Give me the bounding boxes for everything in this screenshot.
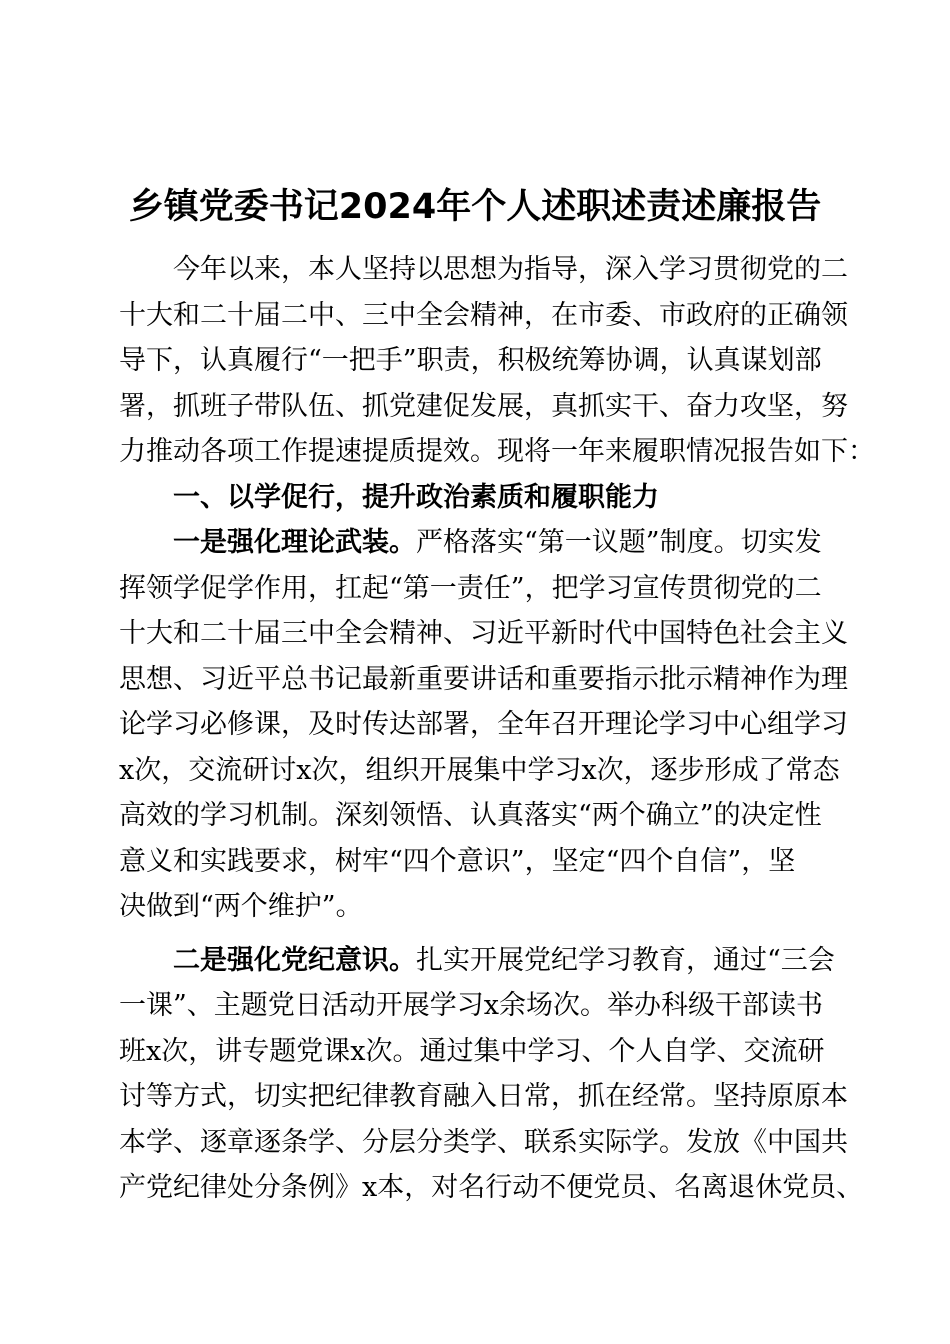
item1-line: 决做到“两个维护”。 (119, 891, 363, 922)
document-title: 乡镇党委书记2024年个人述职述责述廉报告 (128, 187, 822, 227)
item1-paragraph (119, 520, 848, 930)
item1-first-line (119, 520, 831, 566)
item2-lead: 二是强化党纪意识。 (173, 944, 416, 976)
intro-line: 署，抓班子带队伍、抓党建促发展，真抓实干、奋力攻坚，努 (119, 390, 848, 422)
item1-line: 高效的学习机制。深刻领悟、认真落实“两个确立”的决定性 (119, 800, 822, 831)
intro-paragraph (119, 247, 875, 475)
document-body (119, 247, 875, 1211)
paragraph-gap (119, 930, 831, 938)
item2-paragraph (119, 938, 864, 1211)
item2-line: 一课”、主题党日活动开展学习x余场次。举办科级干部读书 (119, 990, 824, 1021)
intro-line: 导下，认真履行“一把手”职责，积极统筹协调，认真谋划部 (119, 345, 822, 376)
item2-line: 产党纪律处分条例》x本，对名行动不便党员、名离退休党员、 (119, 1172, 864, 1203)
item2-line: 本学、逐章逐条学、分层分类学、联系实际学。发放《中国共 (119, 1126, 848, 1158)
item1-first-line-rest: 严格落实“第一议题”制度。切实发 (416, 527, 822, 558)
item1-line: 论学习必修课，及时传达部署，全年召开理论学习中心组学习 (119, 709, 848, 740)
item2-first-line-rest: 扎实开展党纪学习教育，通过“三会 (416, 944, 835, 976)
item2-first-line (119, 938, 835, 984)
intro-line: 十大和二十届二中、三中全会精神，在市委、市政府的正确领 (119, 299, 848, 331)
item2-line: 班x次，讲专题党课x次。通过集中学习、个人自学、交流研 (119, 1035, 825, 1067)
item1-line: 十大和二十届三中全会精神、习近平新时代中国特色社会主义 (119, 618, 848, 649)
intro-line: 力推动各项工作提速提质提效。现将一年来履职情况报告如下： (119, 436, 875, 467)
item2-line: 讨等方式，切实把纪律教育融入日常，抓在经常。坚持原原本 (119, 1081, 848, 1112)
intro-line: 今年以来，本人坚持以思想为指导，深入学习贯彻党的二 (173, 254, 848, 285)
item1-line: x次，交流研讨x次，组织开展集中学习x次，逐步形成了常态 (119, 754, 840, 786)
section-heading: 一、以学促行，提升政治素质和履职能力 (173, 481, 659, 513)
item1-lead: 一是强化理论武装。 (173, 527, 416, 558)
item1-line: 挥领学促学作用，扛起“第一责任”，把学习宣传贯彻党的二 (119, 572, 822, 604)
item1-line: 意义和实践要求，树牢“四个意识”，坚定“四个自信”，坚 (119, 845, 796, 877)
item1-line: 思想、习近平总书记最新重要讲话和重要指示批示精神作为理 (119, 663, 848, 695)
